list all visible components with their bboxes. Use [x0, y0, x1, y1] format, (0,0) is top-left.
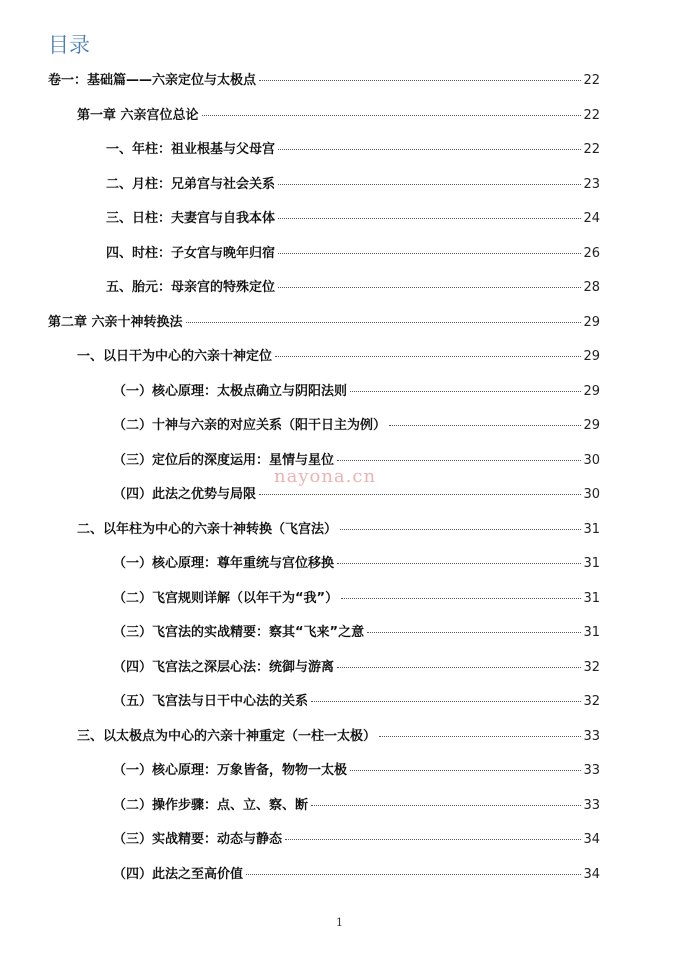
toc-entry-page: 22: [583, 73, 600, 88]
toc-entry-title: 卷一：基础篇——六亲定位与太极点: [48, 73, 257, 88]
toc-entry-subsection[interactable]: [113, 863, 600, 883]
toc-entry-title: （一）核心原理：太极点确立与阴阳法则: [113, 384, 348, 399]
toc-entry-page: 34: [583, 832, 600, 847]
dot-leader: [202, 115, 582, 116]
toc-entry-page: 29: [583, 418, 600, 433]
toc-entry-page: 29: [583, 315, 600, 330]
toc-entry-subsection[interactable]: [113, 759, 600, 779]
toc-entry-subsection[interactable]: [113, 587, 600, 607]
toc-entry-section[interactable]: [77, 725, 600, 745]
toc-entry-title: 三、日柱：夫妻宫与自我本体: [106, 211, 276, 226]
toc-entry-page: 30: [583, 487, 600, 502]
toc-entry-subsection[interactable]: [113, 483, 600, 503]
toc-entry-title: 二、以年柱为中心的六亲十神转换（飞宫法）: [77, 522, 338, 537]
toc-entry-section[interactable]: [106, 138, 600, 158]
dot-leader: [275, 356, 581, 357]
toc-entry-volume-1[interactable]: [48, 69, 600, 89]
dot-leader: [340, 529, 581, 530]
toc-entry-title: （五）飞宫法与日干中心法的关系: [113, 694, 309, 709]
dot-leader: [186, 322, 582, 323]
dot-leader: [350, 391, 581, 392]
toc-entry-page: 28: [583, 280, 600, 295]
dot-leader: [367, 632, 581, 633]
toc-heading: 目录: [48, 33, 90, 57]
toc-entry-page: 23: [583, 177, 600, 192]
dot-leader: [278, 253, 581, 254]
toc-entry-page: 32: [583, 694, 600, 709]
toc-entry-chapter-1[interactable]: [77, 104, 600, 124]
dot-leader: [350, 770, 581, 771]
toc-entry-page: 31: [583, 591, 600, 606]
toc-entry-title: 一、以日干为中心的六亲十神定位: [77, 349, 273, 364]
toc-entry-page: 34: [583, 867, 600, 882]
toc-entry-title: （一）核心原理：尊年重统与宫位移换: [113, 556, 335, 571]
watermark-text: nayona.cn: [274, 466, 377, 487]
dot-leader: [278, 149, 581, 150]
toc-entry-title: 五、胎元：母亲宫的特殊定位: [106, 280, 276, 295]
toc-entry-title: （三）实战精要：动态与静态: [113, 832, 283, 847]
dot-leader: [246, 874, 581, 875]
toc-entry-page: 31: [583, 625, 600, 640]
toc-entry-title: （三）定位后的深度运用：星情与星位: [113, 453, 335, 468]
toc-entry-chapter-2[interactable]: [48, 311, 600, 331]
dot-leader: [285, 839, 581, 840]
dot-leader: [311, 701, 581, 702]
dot-leader: [278, 184, 581, 185]
toc-entry-subsection[interactable]: [113, 552, 600, 572]
toc-entry-title: 三、以太极点为中心的六亲十神重定（一柱一太极）: [77, 729, 377, 744]
toc-entry-page: 31: [583, 522, 600, 537]
toc-entry-page: 30: [583, 453, 600, 468]
dot-leader: [259, 80, 581, 81]
dot-leader: [278, 218, 581, 219]
toc-entry-title: （四）此法之至高价值: [113, 867, 244, 882]
toc-entry-subsection[interactable]: [113, 621, 600, 641]
toc-entry-title: 四、时柱：子女宫与晚年归宿: [106, 246, 276, 261]
toc-entry-section[interactable]: [77, 518, 600, 538]
toc-entry-page: 26: [583, 246, 600, 261]
toc-entry-subsection[interactable]: [113, 656, 600, 676]
dot-leader: [341, 598, 581, 599]
dot-leader: [278, 287, 581, 288]
dot-leader: [259, 494, 581, 495]
toc-entry-subsection[interactable]: [113, 794, 600, 814]
toc-entry-title: （二）飞宫规则详解（以年干为“我”）: [113, 591, 339, 606]
toc-entry-section[interactable]: [106, 173, 600, 193]
toc-entry-page: 31: [583, 556, 600, 571]
toc-entry-title: 一、年柱：祖业根基与父母宫: [106, 142, 276, 157]
toc-entry-title: （三）飞宫法的实战精要：察其“飞来”之意: [113, 625, 365, 640]
page-number: 1: [336, 916, 343, 929]
dot-leader: [337, 460, 581, 461]
toc-entry-section[interactable]: [106, 242, 600, 262]
dot-leader: [379, 736, 581, 737]
toc-entry-title: （一）核心原理：万象皆备，物物一太极: [113, 763, 348, 778]
dot-leader: [311, 805, 581, 806]
toc-entry-page: 22: [583, 142, 600, 157]
toc-entry-title: 第一章 六亲宫位总论: [77, 108, 199, 123]
toc-entry-subsection[interactable]: [113, 690, 600, 710]
toc-entry-page: 33: [583, 729, 600, 744]
toc-entry-title: 第二章 六亲十神转换法: [48, 315, 183, 330]
toc-entry-section[interactable]: [106, 207, 600, 227]
toc-entry-page: 22: [583, 108, 600, 123]
dot-leader: [389, 425, 581, 426]
dot-leader: [337, 667, 581, 668]
dot-leader: [337, 563, 581, 564]
toc-entry-title: （四）飞宫法之深层心法：统御与游离: [113, 660, 335, 675]
toc-entry-title: （四）此法之优势与局限: [113, 487, 257, 502]
toc-entry-section[interactable]: [77, 345, 600, 365]
toc-entry-subsection[interactable]: [113, 828, 600, 848]
toc-entry-page: 33: [583, 798, 600, 813]
toc-entry-section[interactable]: [106, 276, 600, 296]
toc-entry-title: 二、月柱：兄弟宫与社会关系: [106, 177, 276, 192]
toc-entry-page: 29: [583, 384, 600, 399]
toc-entry-page: 29: [583, 349, 600, 364]
toc-entry-title: （二）十神与六亲的对应关系（阳干日主为例）: [113, 418, 387, 433]
toc-entry-subsection[interactable]: [113, 449, 600, 469]
toc-entry-page: 24: [583, 211, 600, 226]
toc-entry-subsection[interactable]: [113, 380, 600, 400]
toc-entry-subsection[interactable]: [113, 414, 600, 434]
toc-entry-page: 33: [583, 763, 600, 778]
toc-entry-title: （二）操作步骤：点、立、察、断: [113, 798, 309, 813]
toc-entry-page: 32: [583, 660, 600, 675]
